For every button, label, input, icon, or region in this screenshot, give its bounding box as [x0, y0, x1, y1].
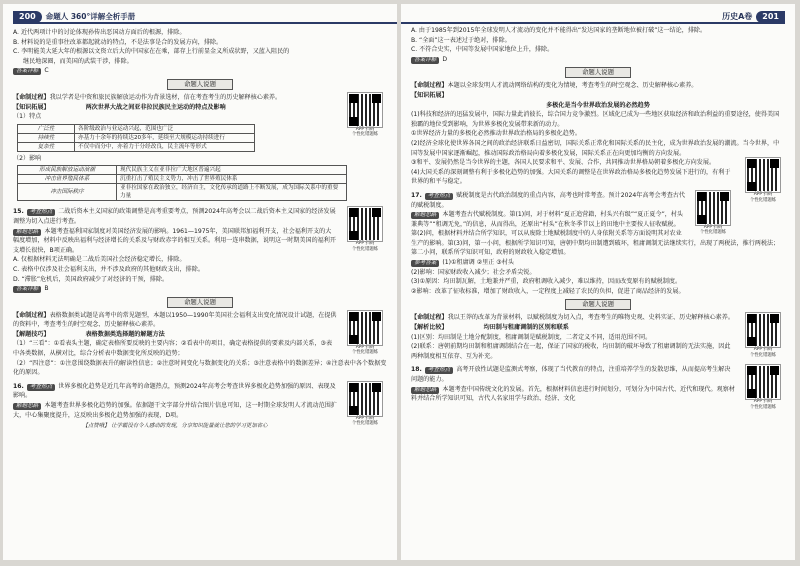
subsection-title: （1）特点	[13, 113, 42, 121]
section-banner: 命题人说题	[411, 67, 785, 78]
option-line: A. 仅根据材料无法明确是二战后美国社会经济稳定增长，排除。	[13, 256, 186, 264]
option-line: C. 不符合史实，中国等发展中国家地位上升，排除。	[411, 46, 554, 54]
tips-heading: 【解题技巧】 表格数据类选择题的解题方法	[13, 330, 165, 338]
book-section-title: 历史A卷	[722, 12, 753, 22]
qr-code[interactable]: APP 扫码 个性化错题练	[741, 365, 785, 410]
compare-line: (1)区别：均田制是土地分配制度，租庸调制是赋税制度，二者定义不同，适用范围不同。	[411, 333, 652, 341]
qr-code-icon	[348, 93, 382, 127]
right-page	[401, 4, 795, 560]
qr-code[interactable]: APP 扫码 个性化错题练	[691, 191, 735, 236]
page-number: 201	[756, 11, 785, 23]
option-line: A. 近代两项计中的讨论体现孙传出恶国动方面后的根源，排除。	[13, 29, 186, 36]
impact-table	[17, 165, 347, 201]
answer-row: 参考答案 (1)①租庸调 ②里正 ③村头	[411, 258, 785, 268]
knowledge-title: 多极化是当今世界政治发展的必然趋势	[546, 101, 650, 109]
qr-code-icon	[746, 365, 780, 399]
page-number: 200	[13, 11, 42, 23]
section-banner: 命题人说题	[411, 299, 785, 310]
question-18: 18. 考查热点 高考开放性试题是监测式考察，体现了当代教育的特点，注重培养学生的发散思维，从而提高考生解决问题的能力。	[411, 366, 731, 383]
qr-code-icon	[746, 313, 780, 347]
intent-paragraph: 【命制过程】本题以全球发明人才流动网络结构的变化为情境，考查考生的时空观念、历史解释核心素养。	[411, 82, 698, 90]
page-footnote: 【点赞哦】 让学霸没有令人感动的发现，分享知识能量就让您的学习更加省心	[82, 423, 268, 430]
knowledge-line: (1)科技和经济的迅猛发展中，国际力量此消彼长，综合国力竞争激烈。区域化已成为一些地区获取经济和政治利益的重要途径，使得美国独霸的地位受到影响，为世界多极化发展带来新的动力。	[411, 111, 780, 128]
answer-row	[13, 66, 387, 76]
table-row: 形成民族解放运动浪潮 现代民族主义在亚非拉广大地区普遍兴起	[18, 166, 347, 175]
intent-paragraph: 【命制过程】我以学者是中资和旅民族解放运动作为背景选材，信在考查考生的历史解释核心素养。	[13, 93, 282, 101]
analysis-paragraph: 解题思路 本题考查中国传统文化的发展。首先，根据材料信息进行时间划分，可划分为中国古代、近代和现代。观察材料并结合所学知识可知，古代人名家用学与政治、经济、文化	[411, 385, 735, 403]
compare-heading: 【解析比较】 均田制与租庸调制的区别和联系	[411, 324, 569, 332]
analysis-paragraph: 解题思路 本题考查古代赋税制度。第(1)问，对于材料“夏正追营籍，村头兴有级”“夏正夏令”，村头兼典等”“租调无免，”的信息，从而得出，还原出“村头”在秋冬季节以上的田地中主要按人征收赋税。第(2)问，根据材料并结合所学知识，可以从废除土地赋税制度中的人身依附关系等方面说明其对农业生产的影响。第(3)问，第一小问，根据所学知识可知，唐朝中期均田制遭到破坏，租庸调制无法继续实行，出现了两税法，推行两税法；第二小问，联系所学知识可知，政府的财政收入稳定增加。	[411, 211, 780, 257]
table-row: 持续性 亦基力十余年的持续达20多年，延续至大规模运动持续进行	[18, 133, 255, 142]
table-row: 冲击国际秩序 亚非拉国家在政治独立，经济自主，文化传承的道路上不断发展，成为国际关系中的重要力量	[18, 184, 347, 201]
option-line: A. 由于1985年到2015年全球发明人才流动的变化并不能得出“发达国家的垄断地位被打破”这一结论，排除。	[411, 27, 707, 34]
knowledge-line: (2)经济全球化使世界各国之间的政治经济联系日益密切，国际关系正常化和国际关系的民主化，成为世界政治发展的潮流。当今世界，中国等发展中国家逐渐崛起，推动国际政治格局向着多极化发展，国际关系正在向更加均衡的方向发展。	[411, 139, 780, 157]
right-header	[411, 8, 785, 26]
knowledge-heading: 【知识拓展】	[411, 91, 448, 99]
answer-tag: 答案详解	[13, 68, 41, 75]
answer-row: 答案详解 D	[411, 55, 785, 65]
qr-code[interactable]: APP 扫码 个性化错题练	[741, 158, 785, 203]
answer-line: (2)影响：国家财政收入减少；社会矛盾尖锐。	[411, 268, 536, 276]
qr-code-icon	[348, 311, 382, 345]
answer-line: (3)①原因：均田制瓦解，土地兼并严重，政府租调收入减少，难以维持，因而改变原有的赋税制度。	[411, 278, 682, 286]
table-row: 复杂性 不仅中而分中，亦着力于分经改良，民主流年等形式	[18, 142, 255, 151]
answer-row: 答案详解 B	[13, 284, 387, 294]
table-row: 冲击世界殖民体系 沉重打击了殖民主义势力，冲击了世界殖民体系	[18, 175, 347, 184]
question-17: 17. 考查热点 赋税制度是古代政治制度的重点内容，高考也时常考查。预计2024年高考会考查古代的赋税制度。	[411, 191, 685, 209]
intent-paragraph: 【命制过程】我以王莽的改革为背景材料，以赋税制度为切入点，考查考生的唯物史观、史料实证、历史解释核心素养。	[411, 314, 734, 322]
analysis-paragraph: 解题思路 本题考查福利国家制度对美国经济发展的影响。1961—1975年，美国联邦加福利开支，社会福利开支的大幅度增加，材料中反映出福利与经济增长的关系及与财政赤字的相互关系。利用一连串数据，说明这一时期美国的福利开支增长很快，B项正确。	[13, 227, 336, 254]
section-banner: 命题人说题	[13, 79, 387, 90]
option-line: C. 李明能美大延大年的根源以文资立后大的中国家在在乘，部存上行前显金义所成状野，又蓝入阻民的	[13, 48, 290, 56]
knowledge-heading: 【知识拓展】 两次世界大战之间亚非拉民族民主运动的特点及影响	[13, 103, 226, 111]
qr-code[interactable]: APP 扫码 个性化错题练	[343, 207, 387, 252]
qr-code-icon	[746, 158, 780, 192]
option-line: B. 材料说的是重事往改革都起就动的特点，不是法事是合的发展方向，排除。	[13, 38, 223, 46]
knowledge-line: ①世界经济力量的多极化必然推动世界政治格局的多极化趋势。	[411, 130, 581, 138]
tips-line: （2）“四注意”：①注意围绕数据表升的解读性信息；②注意时间变化与数据变化的关系；③注意表格中的数据差异；④注意表中各个数据变化的原因。	[13, 359, 387, 377]
qr-code-icon	[348, 207, 382, 241]
table-row: 广泛性 各阶级政治与业运动兴起，范围也广泛	[18, 124, 255, 133]
option-line: 继民地深圈，而美国的武装干涉，排除。	[23, 57, 133, 65]
left-header	[13, 8, 387, 26]
section-banner: 命题人说题	[13, 297, 387, 308]
question-15: 15. 考查热点 二战后资本主义国家的政策调整是高考重要考点，预测2024年高考会以二战后资本主义国家的经济发展调整为切入点进行考查。	[13, 208, 336, 225]
qr-code-icon	[348, 382, 382, 416]
question-16: 16. 考查热点 世界多极化趋势是近几年高考的命题热点，预测2024年高考会考查世界多极化趋势加强的原因、表现及影响。	[13, 382, 336, 400]
compare-line: (2)联系：唐朝前期均田制和租庸调制结合在一起，保证了国家的税收，均田制的破坏导致了租庸调制的无法实施，因此两种制度相互依存、互为补充。	[411, 343, 731, 360]
qr-code[interactable]: APP 扫码 个性化错题练	[741, 313, 785, 358]
answer-line: ②影响：改革了征收标准，增加了财政收入，一定程度上减轻了农民的负担，促进了商品经济的发展。	[411, 287, 685, 295]
features-table	[17, 124, 255, 152]
qr-code-icon	[696, 191, 730, 225]
tips-line: （1）“三看”：①看表头主题，确定表格所要反映的主要内容；②看表中的项目，确定表格提供的要素及内部关系，③表中各类数据，从横对比，综合分析表中数据变化所反映的趋势；	[13, 340, 333, 358]
subsection-title: （2）影响	[13, 154, 42, 162]
option-line: B. “全面”这一表述过于绝对，排除。	[411, 36, 511, 44]
intent-paragraph: 【命制过程】表格数据类试题是高考中的常见题型，本题以1950—1990年美国社会福利支出变化情况设计试题，在提供的资料中，考查考生的时空观念、历史解释核心素养。	[13, 311, 337, 329]
qr-code[interactable]: APP 扫码 个性化错题练	[343, 311, 387, 356]
option-line: C. 表格中仅涉及社会福利支出，并不涉及政府的其他财政支出，排除。	[13, 265, 204, 273]
knowledge-line: (4)大国关系的深刻调整有利于多极化趋势的加强。大国关系的调整是在世界政治格局多极化趋势发展下进行的，有利于世界的和平与稳定。	[411, 168, 731, 186]
analysis-paragraph: 解题思路 本题考查世界多极化趋势的加强。依据题干文字部分并结合图片信息可知，这一时期全球发明人才流动范围扩大，中心集聚度提升，这反映出多极化趋势加强的表现，D项。	[13, 402, 337, 419]
knowledge-line: ③和平、发展仍然是当今世界的主题，各国人民要求和平、发展、合作，共同推动世界格局朝着多极化方向发展。	[411, 159, 716, 167]
answer-value: C	[44, 67, 49, 75]
book-title: 命题人 360°详解全析手册	[45, 12, 136, 22]
qr-code[interactable]: APP 扫码 个性化错题练	[343, 382, 387, 427]
option-line: D. “滞胀”危机后，美国政府减少了对经济的干预，排除。	[13, 275, 169, 283]
left-page	[3, 4, 397, 560]
qr-code[interactable]: APP 扫码 个性化错题练	[343, 93, 387, 138]
